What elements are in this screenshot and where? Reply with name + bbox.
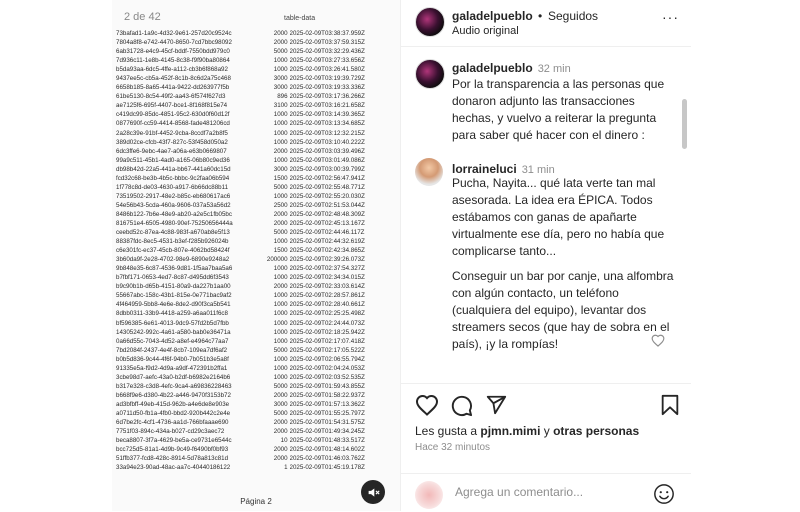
transaction-row	[116, 355, 396, 364]
transaction-date: 2025-02-09T01:48:14.602Z	[289, 446, 365, 454]
transaction-amount: 1500	[273, 247, 288, 255]
transaction-date: 2025-02-09T03:19:39.729Z	[289, 75, 365, 83]
share-icon[interactable]	[485, 394, 507, 416]
transaction-amount: 2000	[273, 446, 288, 454]
transaction-id: bcc725d5-81a1-4d9b-9c49-f6490bf0bf93	[116, 446, 229, 454]
transaction-id: 9437ee5c-cb5a-452f-8c1b-8c6d2a75c468	[116, 75, 231, 83]
transaction-row	[116, 147, 396, 156]
transaction-amount: 1000	[273, 156, 288, 164]
transaction-date: 2025-02-09T02:34:34.015Z	[289, 274, 365, 282]
transaction-row	[116, 300, 396, 309]
transaction-id: 91335e5a-f9d2-4d9a-a9df-472391b2ffa1	[116, 364, 228, 372]
transaction-id: 816751e4-6505-4980-90ef-75250656444a	[116, 219, 233, 227]
transaction-date: 2025-02-09T02:39:26.073Z	[289, 256, 365, 264]
transaction-date: 2025-02-09T01:57:13.362Z	[289, 400, 365, 408]
transaction-id: 7804a8f8-e742-4470-8650-7cd7bbc98092	[116, 39, 232, 47]
transaction-amount: 5000	[273, 229, 288, 237]
likes-prefix: Les gusta a	[415, 424, 478, 438]
transaction-date: 2025-02-09T03:00:39.799Z	[289, 165, 365, 173]
transaction-amount: 1	[284, 464, 288, 472]
transaction-date: 2025-02-09T02:18:25.942Z	[289, 328, 365, 336]
post-actions	[401, 383, 691, 474]
transaction-row	[116, 174, 396, 183]
transaction-amount: 1000	[273, 120, 288, 128]
transaction-row	[116, 319, 396, 328]
transaction-row	[116, 391, 396, 400]
transaction-amount: 1000	[273, 274, 288, 282]
transaction-date: 2025-02-09T03:27:33.656Z	[289, 57, 365, 65]
transaction-row	[116, 138, 396, 147]
transaction-amount: 2000	[273, 210, 288, 218]
transaction-id: beca8807-3f7a-4629-be5a-ce9731e6544c	[116, 437, 232, 445]
transaction-row	[116, 309, 396, 318]
transaction-row	[116, 418, 396, 427]
transaction-amount: 1000	[273, 301, 288, 309]
transaction-amount: 1000	[273, 57, 288, 65]
transaction-amount: 1000	[273, 292, 288, 300]
transaction-id: ceebd52c-87ea-4c88-983f-a670ab8e5f13	[116, 229, 230, 237]
transaction-row	[116, 74, 396, 83]
transaction-date: 2025-02-09T01:49:34.245Z	[289, 428, 365, 436]
transaction-row	[116, 427, 396, 436]
likes-middle: y	[543, 424, 550, 438]
transaction-amount: 200000	[266, 256, 288, 264]
transaction-id: 14305242-992c-4a61-a580-bab0e36471a	[116, 328, 231, 336]
transaction-row	[116, 47, 396, 56]
likes-user[interactable]: pjmn.mimi	[480, 424, 541, 438]
transaction-row	[116, 38, 396, 47]
transaction-date: 2025-02-09T02:28:57.861Z	[289, 292, 365, 300]
transactions-table	[116, 29, 396, 472]
transaction-id: 6d7be2fc-4cf1-4736-aa1d-766bfaaae690	[116, 419, 229, 427]
transaction-row	[116, 65, 396, 74]
transaction-row	[116, 373, 396, 382]
transaction-date: 2025-02-09T02:56:47.941Z	[289, 174, 365, 182]
transaction-amount: 2000	[273, 455, 288, 463]
transaction-date: 2025-02-09T01:54:31.575Z	[289, 419, 365, 427]
transaction-id: a0711d50-fb1a-4fb0-bbd2-920b442c2e4e	[116, 409, 231, 417]
transaction-row	[116, 219, 396, 228]
transaction-row	[116, 210, 396, 219]
transaction-amount: 5000	[273, 382, 288, 390]
transaction-date: 2025-02-09T03:38:37.959Z	[289, 30, 365, 37]
follow-status-button[interactable]: Seguidos	[548, 9, 599, 23]
transaction-id: 389d02ce-cfcb-43f7-827c-53f458d050a2	[116, 138, 228, 146]
transaction-id: 6dc3ffe6-9ebc-4ae7-a06a-e63b0669807	[116, 147, 227, 155]
transaction-amount: 1000	[273, 337, 288, 345]
comment-icon[interactable]	[450, 394, 473, 417]
transaction-date: 2025-02-09T03:26:41.580Z	[289, 66, 365, 74]
transaction-date: 2025-02-09T03:37:59.315Z	[289, 39, 365, 47]
transaction-id: fcd32c68-be3b-4b5c-bbbc-9c2faa06b594	[116, 174, 230, 182]
caption-avatar[interactable]	[415, 59, 445, 89]
transaction-amount: 1000	[273, 373, 288, 381]
transaction-date: 2025-02-09T01:46:03.762Z	[289, 455, 365, 463]
transaction-amount: 1000	[273, 111, 288, 119]
transaction-date: 2025-02-09T01:45:19.178Z	[289, 464, 365, 472]
transaction-date: 2025-02-09T01:55:25.797Z	[289, 409, 365, 417]
transaction-row	[116, 110, 396, 119]
transaction-id: 1f778c8d-de03-4630-a917-6b66dc88b11	[116, 183, 229, 191]
emoji-icon[interactable]	[653, 483, 675, 505]
transaction-date: 2025-02-09T02:06:55.794Z	[289, 355, 365, 363]
author-username[interactable]: galadelpueblo	[452, 9, 533, 23]
caption-text: Por la transparencia a las personas que donaron adjunto las transacciones hechas, y vuelvo a reiterar la pregunta para saber qué hacer con el dinero :	[452, 77, 665, 142]
transaction-id: 73519502-2917-48e2-b85c-eb680617ac6	[116, 192, 231, 200]
transaction-row	[116, 382, 396, 391]
transaction-date: 2025-02-09T02:44:32.619Z	[289, 238, 365, 246]
likes-summary[interactable]	[415, 424, 639, 438]
transaction-row	[116, 364, 396, 373]
mute-icon	[367, 486, 380, 499]
transaction-amount: 2000	[273, 147, 288, 155]
transaction-date: 2025-02-09T03:10:40.222Z	[289, 138, 365, 146]
transaction-amount: 1000	[273, 364, 288, 372]
transaction-amount: 1000	[273, 192, 288, 200]
transaction-amount: 1000	[273, 66, 288, 74]
transaction-id: 7d936c11-1e8b-4145-8c38-f9f90ba80864	[116, 57, 230, 65]
transaction-id: c419dc99-85dc-4851-95c2-630d0f60d12f	[116, 111, 230, 119]
transaction-date: 2025-02-09T03:19:33.336Z	[289, 84, 365, 92]
transaction-amount: 1000	[273, 138, 288, 146]
transaction-id: 7bd2084f-2437-4e4f-8cb7-109ea7df6af2	[116, 346, 228, 354]
transaction-date: 2025-02-09T02:28:40.661Z	[289, 301, 365, 309]
bookmark-icon[interactable]	[660, 394, 680, 416]
transaction-id: bf596385-6e61-4013-9dc9-57fd2b5d7fbb	[116, 319, 229, 327]
transaction-amount: 1000	[273, 328, 288, 336]
transaction-id: ad3bfbff-49eb-415d-962b-a4e6de8e903e	[116, 400, 230, 408]
transaction-amount: 3100	[273, 102, 288, 110]
transaction-date: 2025-02-09T02:25:25.498Z	[289, 310, 365, 318]
transaction-row	[116, 255, 396, 264]
more-options-icon[interactable]: ···	[662, 9, 679, 25]
transaction-amount: 1000	[273, 265, 288, 273]
transaction-row	[116, 237, 396, 246]
transaction-amount: 2000	[273, 39, 288, 47]
transaction-id: 0a66d55c-7043-4d52-a8ef-e4964c77aa7	[116, 337, 229, 345]
transaction-row	[116, 119, 396, 128]
transaction-date: 2025-02-09T03:01:49.086Z	[289, 156, 365, 164]
transaction-amount: 1000	[273, 319, 288, 327]
transaction-amount: 1000	[273, 238, 288, 246]
add-comment-bar	[401, 473, 691, 512]
transaction-id: 4f464959-5bb8-4e6e-8de2-d90f3ca5b541	[116, 301, 231, 309]
transaction-id: 54e56b43-5cda-460a-9606-037a53a56d2	[116, 201, 231, 209]
comments-list[interactable]	[401, 47, 691, 382]
mute-button[interactable]	[361, 480, 385, 504]
transaction-id: 2a28c39e-91bf-4452-9cba-8ccdf7a2b8f5	[116, 129, 228, 137]
transaction-row	[116, 328, 396, 337]
transaction-row	[116, 264, 396, 273]
transaction-id: db98b42d-22a5-441a-bb67-441a60dc15d	[116, 165, 231, 173]
transaction-row	[116, 228, 396, 237]
transaction-amount: 2000	[273, 30, 288, 37]
comment-text-paragraph-2: Conseguir un bar por canje, una alfombra con algún contacto, un teléfono (cualquiera del equipo), levantar dos streamers secos (que hay de sobra en el país), ¡y la rompías!	[452, 269, 674, 351]
transaction-row	[116, 400, 396, 409]
transaction-row	[116, 129, 396, 138]
transaction-amount: 10	[280, 437, 288, 445]
transaction-date: 2025-02-09T02:55:48.771Z	[289, 183, 365, 191]
transaction-id: b668f9e6-d380-4b22-a446-9470f3153b72	[116, 391, 231, 399]
transaction-id: ae7125f6-695f-4407-bce1-8f168f815e74	[116, 102, 228, 110]
transaction-date: 2025-02-09T02:03:52.535Z	[289, 373, 365, 381]
transaction-date: 2025-02-09T03:12:32.215Z	[289, 129, 365, 137]
header-separator: •	[538, 9, 543, 23]
commenter-avatar[interactable]	[415, 158, 443, 186]
comment-like-heart-icon[interactable]	[651, 334, 665, 347]
transaction-date: 2025-02-09T02:48:48.309Z	[289, 210, 365, 218]
transaction-id: 8486b122-7b6e-48e9-ab20-a2e5c1fb05bc	[116, 210, 232, 218]
transaction-id: 0877690f-cc59-4414-8568-fade481206cd	[116, 120, 230, 128]
transaction-row	[116, 273, 396, 282]
transaction-row	[116, 156, 396, 165]
transaction-date: 2025-02-09T02:42:34.865Z	[289, 247, 365, 255]
likes-others[interactable]: otras personas	[553, 424, 640, 438]
transaction-row	[116, 183, 396, 192]
transaction-row	[116, 337, 396, 346]
transaction-id: 51ffb377-fcd8-428c-8914-5d78a813c81d	[116, 455, 229, 463]
pdf-page-count: 2 de 42	[124, 11, 161, 23]
transaction-id: b0b5d836-9c44-4f6f-94b0-7b051b3e5a8f	[116, 355, 229, 363]
caption-time: 32 min	[537, 63, 571, 75]
transaction-date: 2025-02-09T02:45:13.167Z	[289, 219, 365, 227]
transaction-row	[116, 463, 396, 472]
transaction-date: 2025-02-09T03:32:29.436Z	[289, 48, 365, 56]
transaction-id: 99a9c511-45b1-4ad0-a165-06b80c9ed36	[116, 156, 230, 164]
transaction-amount: 2000	[273, 391, 288, 399]
transaction-row	[116, 29, 396, 38]
transaction-id: b317e328-c3d8-4efc-9ca4-a69836228463	[116, 382, 232, 390]
transaction-id: 33a94e23-90ad-48ac-aa7c-40440186122	[116, 464, 231, 472]
transaction-row	[116, 192, 396, 201]
transaction-row	[116, 346, 396, 355]
transaction-amount: 1500	[273, 174, 288, 182]
transaction-id: 55667abc-158c-43b1-815e-0e771bac9af2	[116, 292, 232, 300]
transaction-row	[116, 282, 396, 291]
transaction-date: 2025-02-09T02:17:07.418Z	[289, 337, 365, 345]
transaction-date: 2025-02-09T03:14:39.365Z	[289, 111, 365, 119]
comments-scrollbar[interactable]	[682, 99, 687, 149]
transaction-row	[116, 201, 396, 210]
transaction-amount: 896	[277, 93, 288, 101]
transaction-amount: 5000	[273, 346, 288, 354]
transaction-amount: 3000	[273, 165, 288, 173]
transaction-row	[116, 165, 396, 174]
transaction-date: 2025-02-09T02:37:54.327Z	[289, 265, 365, 273]
transaction-id: 8dbb0311-33b9-4418-a259-a6aa011f6c8	[116, 310, 228, 318]
post-time-ago: Hace 32 minutos	[415, 442, 491, 453]
transaction-date: 2025-02-09T01:48:33.517Z	[289, 437, 365, 445]
transaction-date: 2025-02-09T02:17:05.522Z	[289, 346, 365, 354]
transaction-amount: 2000	[273, 419, 288, 427]
heart-icon[interactable]	[415, 394, 439, 416]
page-footer: Página 2	[240, 497, 272, 506]
transaction-amount: 2500	[273, 201, 288, 209]
transaction-amount: 3000	[273, 84, 288, 92]
transaction-amount: 2000	[273, 428, 288, 436]
transaction-row	[116, 436, 396, 445]
post-media[interactable]	[112, 0, 400, 511]
transaction-id: 88387fdc-8ec5-4531-b3ef-f285b926024b	[116, 238, 229, 246]
transaction-id: 3b60da9f-2e28-4702-98e9-6890e9248a2	[116, 256, 230, 264]
transaction-row	[116, 445, 396, 454]
transaction-amount: 5000	[273, 409, 288, 417]
transaction-amount: 1000	[273, 310, 288, 318]
audio-label[interactable]: Audio original	[452, 25, 519, 37]
transaction-date: 2025-02-09T01:58:22.937Z	[289, 391, 365, 399]
transaction-id: b5da93aa-6dc5-4ffe-a112-cb3b6f868a92	[116, 66, 228, 74]
transaction-row	[116, 92, 396, 101]
transaction-row	[116, 101, 396, 110]
post-side-panel	[400, 0, 691, 511]
transaction-amount: 5000	[273, 48, 288, 56]
transaction-id: c6e301fc-ec37-45cb-807e-4062bd58424f	[116, 247, 230, 255]
transaction-date: 2025-02-09T03:17:36.266Z	[289, 93, 365, 101]
add-comment-input[interactable]	[453, 484, 647, 500]
transaction-row	[116, 291, 396, 300]
transaction-id: 61be5130-8c54-49f2-aa43-6f574f627d3	[116, 93, 226, 101]
commenter-username[interactable]: lorraineluci	[452, 162, 517, 176]
transaction-amount: 2000	[273, 219, 288, 227]
transaction-amount: 2000	[273, 283, 288, 291]
transaction-amount: 1000	[273, 355, 288, 363]
comment-time: 31 min	[521, 164, 555, 176]
transaction-id: 73bafad1-1a9c-4d32-9e61-257d20c9524c	[116, 30, 232, 37]
transaction-amount: 3000	[273, 75, 288, 83]
transaction-date: 2025-02-09T01:59:43.855Z	[289, 382, 365, 390]
transaction-date: 2025-02-09T02:33:03.614Z	[289, 283, 365, 291]
transaction-date: 2025-02-09T02:44:46.117Z	[289, 229, 365, 237]
caption-username[interactable]: galadelpueblo	[452, 61, 533, 75]
transaction-id: 3cbe98d7-aefc-43a0-b2df-b6982e2164b6	[116, 373, 231, 381]
document-title: table-data	[284, 15, 316, 22]
transaction-row	[116, 83, 396, 92]
transaction-date: 2025-02-09T02:24:44.073Z	[289, 319, 365, 327]
transaction-date: 2025-02-09T02:04:24.053Z	[289, 364, 365, 372]
transaction-date: 2025-02-09T02:55:20.030Z	[289, 192, 365, 200]
transaction-row	[116, 246, 396, 255]
transaction-row	[116, 454, 396, 463]
comment-text-paragraph-1: Pucha, Nayita... qué lata verte tan mal asesorada. La idea era ÉPICA. Todos estábamos con ganas de apañarte virtualmente ese día, pero no había que complicarse tanto...	[452, 176, 665, 258]
transaction-date: 2025-02-09T03:03:39.496Z	[289, 147, 365, 155]
transaction-date: 2025-02-09T03:16:21.658Z	[289, 102, 365, 110]
author-avatar[interactable]	[415, 7, 445, 37]
transaction-id: 6658b185-8a65-441a-9422-dd263977f5b	[116, 84, 230, 92]
transaction-id: 9b848e35-6c87-4536-9d81-1f5aa7baa5a6	[116, 265, 233, 273]
transaction-row	[116, 56, 396, 65]
transaction-id: b9c90b1b-d65b-4151-80a9-da227b1aa00	[116, 283, 231, 291]
transaction-id: b7fbf171-0653-4ed7-8c87-d495dd6f3543	[116, 274, 229, 282]
transaction-amount: 3000	[273, 400, 288, 408]
post-header	[401, 0, 691, 47]
transaction-id: 7751f03-894c-434a-b027-cd29c3aec72	[116, 428, 225, 436]
transaction-id: 6ab31728-e4c9-45cf-bddf-7550bdd979c0	[116, 48, 230, 56]
current-user-avatar	[415, 481, 443, 509]
transaction-date: 2025-02-09T03:13:34.685Z	[289, 120, 365, 128]
transaction-amount: 5000	[273, 183, 288, 191]
transaction-row	[116, 409, 396, 418]
transaction-date: 2025-02-09T02:51:53.044Z	[289, 201, 365, 209]
transaction-amount: 1000	[273, 129, 288, 137]
caption-header	[452, 59, 571, 77]
